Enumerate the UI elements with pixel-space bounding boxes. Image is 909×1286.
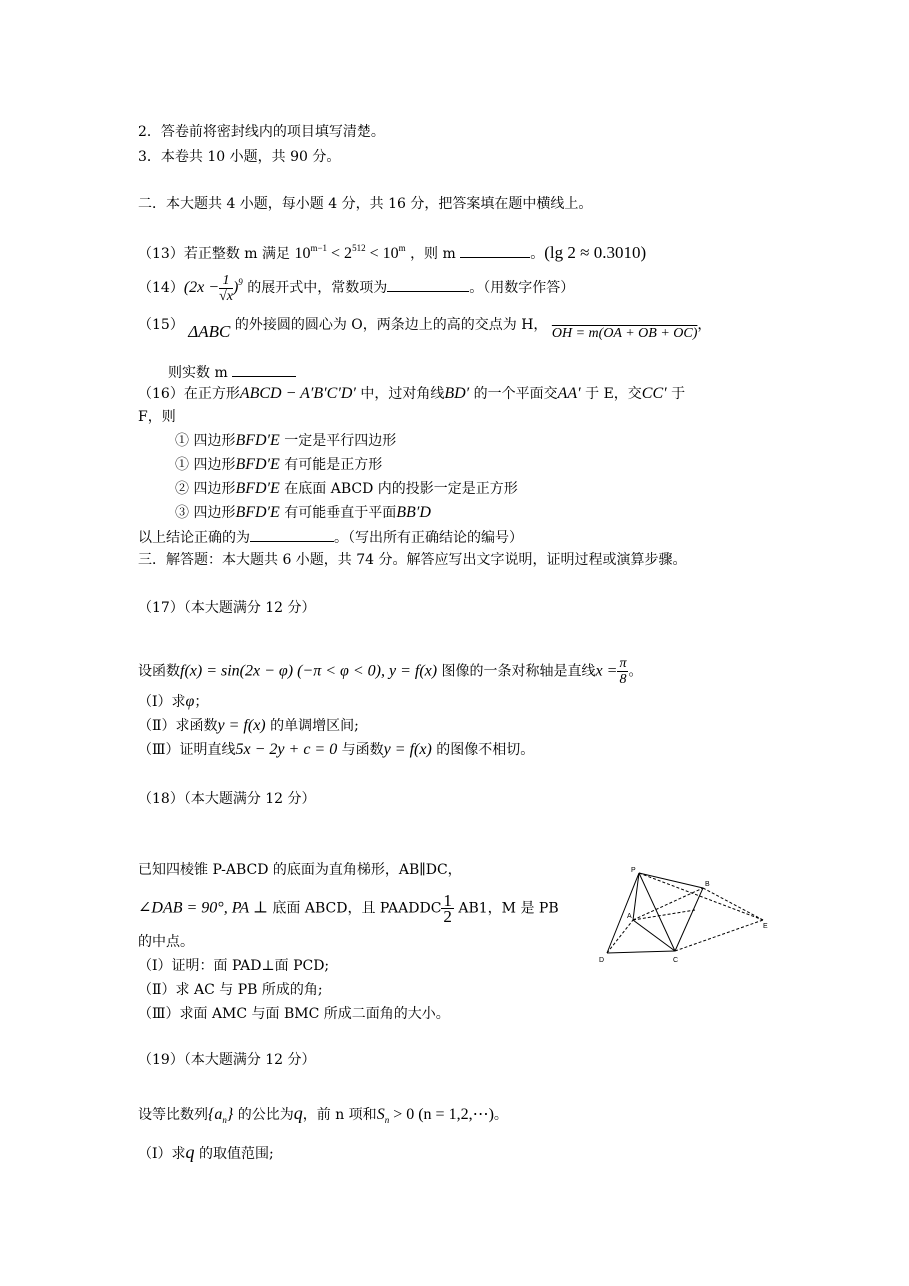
edge-dc: [607, 951, 675, 953]
q15-answer-blank: [232, 362, 296, 377]
instruction-3: 3．本卷共 10 小题，共 90 分。: [138, 149, 341, 165]
q16-option-1: ① 四边形BFD′E 一定是平行四边形: [175, 432, 397, 449]
q19-title: （19）（本大题满分 12 分）: [138, 1052, 316, 1068]
q18-part1: （Ⅰ）证明：面 PAD⊥面 PCD;: [138, 958, 330, 974]
edge-ac: [633, 920, 675, 951]
label-a: A: [627, 913, 632, 920]
question-16-line2: F，则: [138, 409, 176, 425]
label-b: B: [705, 881, 710, 888]
q19-part1: （Ⅰ）求q 的取值范围;: [138, 1142, 274, 1162]
section3-heading: 三．解答题：本大题共 6 小题，共 74 分。解答应写出文字说明，证明过程或演算步骤。: [138, 552, 687, 568]
q13-hint: (lg 2 ≈ 0.3010): [544, 243, 647, 262]
q16-option-4: ③ 四边形BFD′E 有可能垂直于平面BB′D: [175, 504, 431, 521]
q18-stem-2: ∠DAB = 90°, PA ⊥ 底面 ABCD，且 PAADDC $\frac{1}{2}$ AB1，M 是 PB: [138, 891, 559, 926]
edge-be: [703, 888, 763, 920]
q17-stem: 设函数f(x) = sin(2x − φ) (−π < φ < 0), y = f(x) 图像的一条对称轴是直线x = $\frac{\pi}{8}$ 。: [138, 656, 643, 687]
q15-triangle: ΔABC: [188, 322, 231, 341]
label-p: P: [631, 867, 636, 874]
question-15-line2: 则实数 m: [168, 362, 296, 383]
q17-title: （17）（本大题满分 12 分）: [138, 600, 316, 616]
instruction-2: 2．答卷前将密封线内的项目填写清楚。: [138, 124, 385, 140]
q18-part2: （Ⅱ）求 AC 与 PB 所成的角;: [138, 982, 323, 998]
q18-stem-1: 已知四棱锥 P-ABCD 的底面为直角梯形，AB∥DC，: [138, 862, 462, 878]
q17-part3: （Ⅲ）证明直线5x − 2y + c = 0 与函数y = f(x) 的图像不相切。: [138, 741, 535, 758]
question-16: （16）在正方形ABCD − A′B′C′D′ 中，过对角线BD′ 的一个平面交AA′ 于 E，交CC′ 于: [138, 385, 686, 402]
q18-stem-3: 的中点。: [138, 934, 194, 950]
q18-title: （18）（本大题满分 12 分）: [138, 791, 316, 807]
label-d: D: [599, 957, 605, 964]
q14-answer-blank: [387, 277, 469, 292]
q16-answer-line: 以上结论正确的为 。（写出所有正确结论的编号）: [138, 527, 523, 548]
label-e: E: [763, 923, 768, 930]
section2-heading: 二．本大题共 4 小题，每小题 4 分，共 16 分，把答案填在题中横线上。: [138, 196, 593, 212]
pyramid-figure: [595, 858, 775, 968]
edge-ce: [675, 920, 763, 951]
q18-part3: （Ⅲ）求面 AMC 与面 BMC 所成二面角的大小。: [138, 1006, 450, 1022]
q14-math: (2x − $\frac{1}{√x}$ )$^9$: [183, 272, 243, 304]
edge-cb: [675, 888, 703, 951]
q15-vector-eq: OH = m(OA + OB + OC): [551, 326, 698, 341]
q13-math: $10^{m-1} < 2^{512} < 10^m$: [294, 243, 406, 262]
q16-option-2: ① 四边形BFD′E 有可能是正方形: [175, 456, 383, 473]
question-14: （14）(2x − $\frac{1}{√x}$ )$^9$ 的展开式中，常数项为 。（用数字作答）: [138, 272, 575, 304]
q17-part1: （Ⅰ）求φ；: [138, 693, 209, 710]
question-15: （15） ΔABC 的外接圆的圆心为 O，两条边上的高的交点为 H， OH = m(OA + OB + OC)，: [138, 317, 712, 341]
q19-stem: 设等比数列$\{a_n\}$ 的公比为q，前 n 项和$S_n > 0$ (n = 1,2,⋯)。: [138, 1103, 508, 1126]
edge-da: [607, 920, 633, 953]
edge-pb: [639, 873, 703, 888]
label-c: C: [673, 957, 679, 964]
edge-am: [633, 910, 695, 920]
q16-answer-blank: [250, 527, 334, 542]
q13-answer-blank: [460, 243, 530, 258]
q17-part2: （Ⅱ）求函数y = f(x) 的单调增区间;: [138, 717, 359, 734]
question-13: （13）若正整数 m 满足 $10^{m-1} < 2^{512} < 10^m$ ，则 m 。(lg 2 ≈ 0.3010): [138, 243, 647, 262]
q16-option-3: ② 四边形BFD′E 在底面 ABCD 内的投影一定是正方形: [175, 480, 518, 497]
